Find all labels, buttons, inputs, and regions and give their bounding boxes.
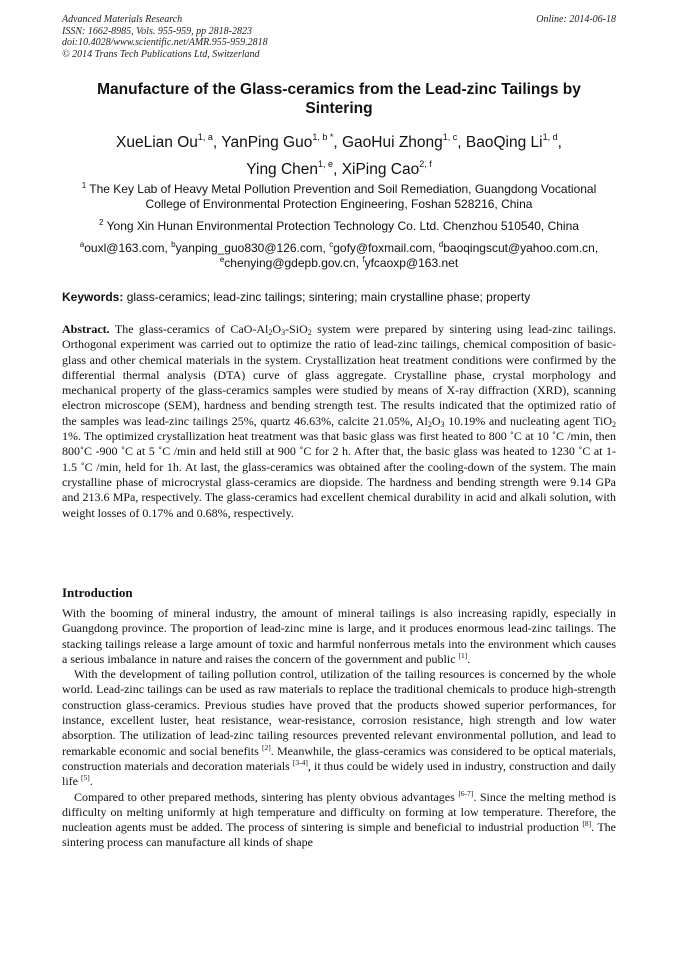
author-affil-mark: 1, a [197,132,213,142]
paragraph: With the development of tailing pollution control, utilization of the tailing resources is concerned by the whole world. Lead-zinc tailings can be used as raw materials to replace the traditional chemicals to produce high-strength construction glass-ceramics. Previous studies have proved that the products showed superior performances, for instance, excellent luster, heat resistance, wear-resistance, corrosion resistance, high strength and low water absorption. The utilization of lead-zinc tailing resources prevented relevant environmental pollution, and lead to remarkable economic and social benefits [2]. Meanwhile, the glass-ceramics was considered to be optical materials, construction materials and decoration materials [3-4], it thus could be widely used in industry, construction and daily life [5]. [62,667,617,789]
author-affil-mark: 2, f [419,159,432,169]
affiliation [62,182,616,212]
email-list: $^a$ouxl@163.com, $^b$yanping_guo830@126.com, $^c$gofy@foxmail.com, $^d$baoqingscut@yahoo.com.cn, $^e$chenying@gdepb.gov.cn, $^f$yfcaoxp@163.net [79,240,599,270]
affiliation-number: 2 [99,218,104,227]
abstract-label: Abstract. [62,322,110,336]
doi-line: doi:10.4028/www.scientific.net/AMR.955-959.2818 [62,37,268,48]
email-address: gofy@foxmail.com, [333,241,439,255]
affiliation-text: Yong Xin Hunan Environmental Protection Technology Co. Ltd. Chenzhou 510540, China [106,219,579,233]
section-heading-introduction: Introduction [62,585,133,600]
author-name: Ying Chen [246,161,319,178]
copyright-line: © 2014 Trans Tech Publications Ltd, Switzerland [62,48,260,60]
paragraph: Compared to other prepared methods, sintering has plenty obvious advantages [6-7]. Since the melting method is difficulty on melting uniformly at high temperature and difficulty on forming at low temperature. Therefore, the nucleation agents must be added. The process of sintering is simple and beneficial to industrial production [8]. The sintering process can manufacture all kinds of shape [62,788,616,850]
email-address: baoqingscut@yahoo.com.cn, [443,241,599,255]
author-name: YanPing Guo [221,134,313,151]
email-address: ouxl@163.com, [84,241,172,255]
affiliation-number: 1 [81,181,87,190]
citation: [3-4] [292,757,308,767]
author-affil-mark: 1, b * [312,132,334,142]
keywords [62,290,616,305]
author-name: BaoQing Li [465,134,543,151]
citation: [1] [458,650,468,660]
citation: [8] [582,819,592,829]
author-name: XueLian Ou [116,134,198,151]
journal-name: Advanced Materials Research [62,14,183,25]
email-address: chenying@gdepb.gov.cn, [224,256,363,270]
author-affil-mark: 1, d [542,132,558,142]
author-affil-mark: 1, e [318,159,334,169]
paragraph: With the booming of mineral industry, the amount of mineral tailings is also increasing rapidly, especially in Guangdong province. The proportion of lead-zinc mine is large, and it produces enormous lead-zinc tailings. The stacking tailings release a large amount of toxic and harmful nonferrous metals into the environment which causes a serious imbalance in nature and raises the concern of the government and public [1]. [62,606,616,666]
journal-header [62,14,616,60]
author-list: XueLian Ou$^{1, a}$, YanPing Guo$^{1, b *}$, GaoHui Zhong$^{1, c}$, BaoQing Li$^{1, d}$, Ying Chen$^{1, e}$, XiPing Cao$^{2, f}$ [116,132,562,178]
email-address: yanping_guo830@126.com, [175,241,330,255]
author-affil-mark: 1, c [442,132,458,142]
citation: [6-7] [458,788,474,798]
email-address: yfcaoxp@163.net [364,256,459,270]
affiliation-text: The Key Lab of Heavy Metal Pollution Prevention and Soil Remediation, Guangdong Vocational College of Environmental Protection Engineering, Foshan 528216, China [89,182,597,211]
online-date: Online: 2014-06-18 [536,14,616,25]
keywords-text: glass-ceramics; lead-zinc tailings; sintering; main crystalline phase; property [123,290,531,304]
introduction-body [62,606,616,851]
abstract: Abstract. The glass-ceramics of CaO-$Al_2O_3-SiO_2$ system were prepared by sintering using lead-zinc tailings. Orthogonal experiment was carried out to optimize the ratio of lead-zinc tailings, chemical composition of basic-glass and other chemical materials in the system. Crystallization heat treatment conditions were confirmed by the differential thermal analysis (DTA) curve of glass aggregate. Crystalline phase, crystal morphology and mechanical property of the glass-ceramics samples were studied by means of X-ray diffraction (XRD), scanning electron microscope (SEM), hardness and bending strength test. The results indicated that the optimized ratio of the samples was lead-zinc tailings 25%, quartz 46.63%, calcite 21.05%, $Al_2O_3$ 10.19% and nucleating agent TiO$_2$ 1%. The optimized crystallization heat treatment was that basic glass was first heated to 800 ˚C at 10 ˚C /min, then 800˚C -900 ˚C at 5 ˚C /min and held still at 900 ˚C for 2 h. After that, the basic glass was heated to 1230 ˚C at 1-1.5 ˚C /min, held for 1h. At last, the glass-ceramics was obtained after the cooling-down of the system. The main crystalline phase of microcrystal glass-ceramics are diopside. The hardness and bending strength were 9.14 GPa and 213.6 MPa, respectively. The glass-ceramics had excellent chemical durability in acid and alkali solution, with weight losses of 0.17% and 0.68%, respectively. [62,322,616,520]
author-name: GaoHui Zhong [341,134,443,151]
affiliation [62,219,616,234]
citation: [5] [81,773,90,783]
citation: [2] [262,742,271,752]
keywords-label: Keywords: [62,290,124,304]
issn-line: ISSN: 1662-8985, Vols. 955-959, pp 2818-2823 [62,25,252,37]
paper-title: Manufacture of the Glass-ceramics from the Lead-zinc Tailings by Sintering [97,81,581,117]
author-name: XiPing Cao [341,161,420,178]
